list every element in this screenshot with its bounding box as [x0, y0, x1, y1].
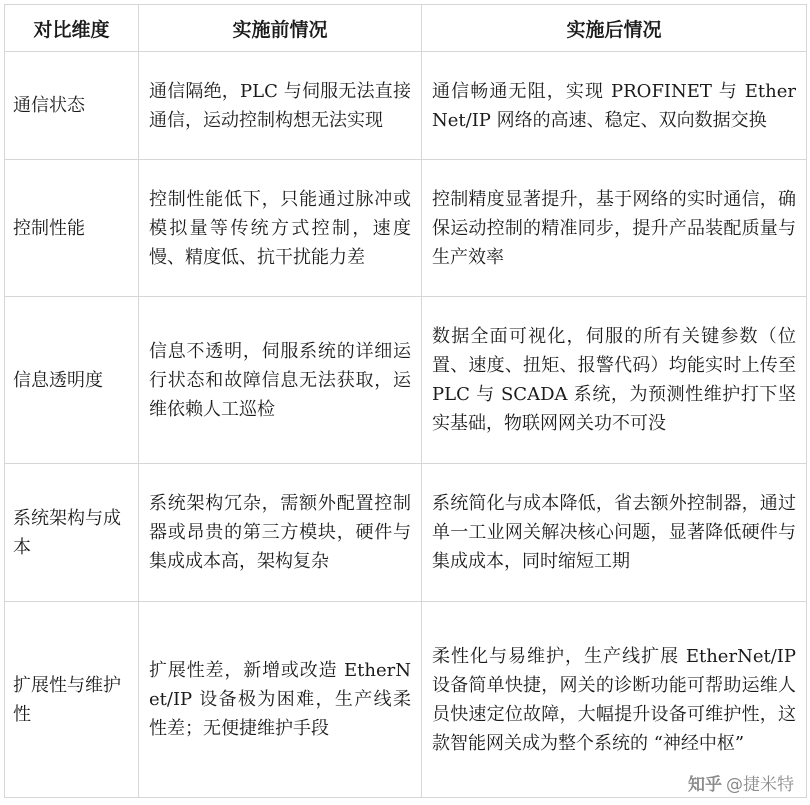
zhihu-logo: 知乎 [688, 775, 722, 795]
after-cell: 柔性化与易维护，生产线扩展 EtherNet/IP 设备简单快捷，网关的诊断功能可帮助运维人员快速定位故障，大幅提升设备可维护性，这款智能网关成为整个系统的 “神经中枢” [422, 602, 807, 798]
table-row [5, 297, 807, 464]
header-before: 实施前情况 [139, 5, 422, 52]
after-cell: 数据全面可视化，伺服的所有关键参数（位置、速度、扭矩、报警代码）均能实时上传至 PLC 与 SCADA 系统，为预测性维护打下坚实基础，物联网网关功不可没 [422, 297, 807, 464]
after-cell: 系统简化与成本降低，省去额外控制器，通过单一工业网关解决核心问题，显著降低硬件与集成成本，同时缩短工期 [422, 464, 807, 602]
table-row [5, 602, 807, 798]
watermark-handle: @捷米特 [726, 775, 794, 795]
table-header-row [5, 5, 807, 52]
before-cell: 扩展性差，新增或改造 EtherNet/IP 设备极为困难，生产线柔性差；无便捷维护手段 [139, 602, 422, 798]
after-cell: 控制精度显著提升，基于网络的实时通信，确保运动控制的精准同步，提升产品装配质量与生产效率 [422, 160, 807, 297]
header-dimension: 对比维度 [5, 5, 139, 52]
dimension-cell: 系统架构与成本 [5, 464, 139, 602]
dimension-cell: 扩展性与维护性 [5, 602, 139, 798]
dimension-cell: 通信状态 [5, 52, 139, 160]
header-after: 实施后情况 [422, 5, 807, 52]
before-cell: 控制性能低下，只能通过脉冲或模拟量等传统方式控制，速度慢、精度低、抗干扰能力差 [139, 160, 422, 297]
watermark [688, 770, 794, 795]
table-row [5, 160, 807, 297]
before-cell: 信息不透明，伺服系统的详细运行状态和故障信息无法获取，运维依赖人工巡检 [139, 297, 422, 464]
after-cell: 通信畅通无阻，实现 PROFINET 与 EtherNet/IP 网络的高速、稳定、双向数据交换 [422, 52, 807, 160]
dimension-cell: 控制性能 [5, 160, 139, 297]
comparison-table [4, 4, 807, 798]
table-row [5, 52, 807, 160]
table-row [5, 464, 807, 602]
dimension-cell: 信息透明度 [5, 297, 139, 464]
before-cell: 系统架构冗杂，需额外配置控制器或昂贵的第三方模块，硬件与集成成本高，架构复杂 [139, 464, 422, 602]
before-cell: 通信隔绝，PLC 与伺服无法直接通信，运动控制构想无法实现 [139, 52, 422, 160]
